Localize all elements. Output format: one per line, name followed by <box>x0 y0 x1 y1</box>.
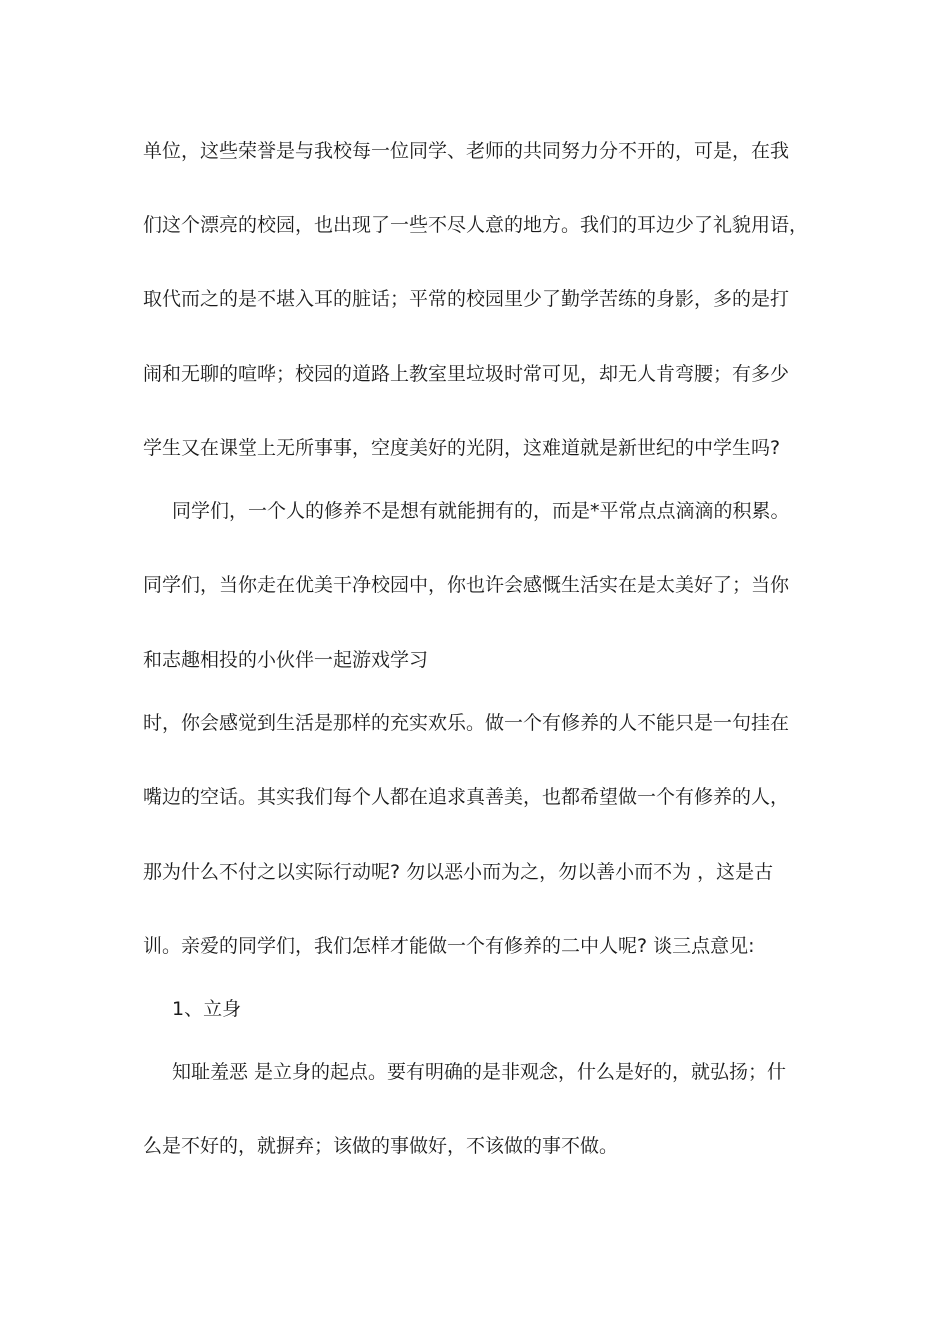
paragraph-line: 么是不好的，就摒弃；该做的事做好，不该做的事不做。 <box>143 1135 619 1157</box>
paragraph-line: 时，你会感觉到生活是那样的充实欢乐。做一个有修养的人不能只是一句挂在 <box>143 712 790 734</box>
paragraph-line: 训。亲爱的同学们，我们怎样才能做一个有修养的二中人呢? 谈三点意见: <box>143 935 755 957</box>
paragraph-line: 知耻羞恶 是立身的起点。要有明确的是非观念，什么是好的，就弘扬；什 <box>172 1061 787 1083</box>
section-heading: 1、立身 <box>172 998 242 1020</box>
paragraph-line: 取代而之的是不堪入耳的脏话；平常的校园里少了勤学苦练的身影，多的是打 <box>143 288 790 310</box>
paragraph-line: 单位，这些荣誉是与我校每一位同学、老师的共同努力分不开的，可是，在我 <box>143 140 790 162</box>
paragraph-line: 同学们，当你走在优美干净校园中，你也许会感慨生活实在是太美好了；当你 <box>143 574 790 596</box>
paragraph-line: 们这个漂亮的校园，也出现了一些不尽人意的地方。我们的耳边少了礼貌用语， <box>143 214 809 236</box>
paragraph-line: 闹和无聊的喧哗；校园的道路上教室里垃圾时常可见，却无人肯弯腰；有多少 <box>143 363 790 385</box>
paragraph-line: 学生又在课堂上无所事事，空度美好的光阴，这难道就是新世纪的中学生吗? <box>143 437 781 459</box>
paragraph-line: 同学们，一个人的修养不是想有就能拥有的，而是*平常点点滴滴的积累。 <box>172 500 790 522</box>
paragraph-line: 嘴边的空话。其实我们每个人都在追求真善美，也都希望做一个有修养的人， <box>143 786 790 808</box>
paragraph-line: 那为什么不付之以实际行动呢? 勿以恶小而为之，勿以善小而不为 ，这是古 <box>143 861 774 883</box>
paragraph-line: 和志趣相投的小伙伴一起游戏学习 <box>143 649 429 671</box>
